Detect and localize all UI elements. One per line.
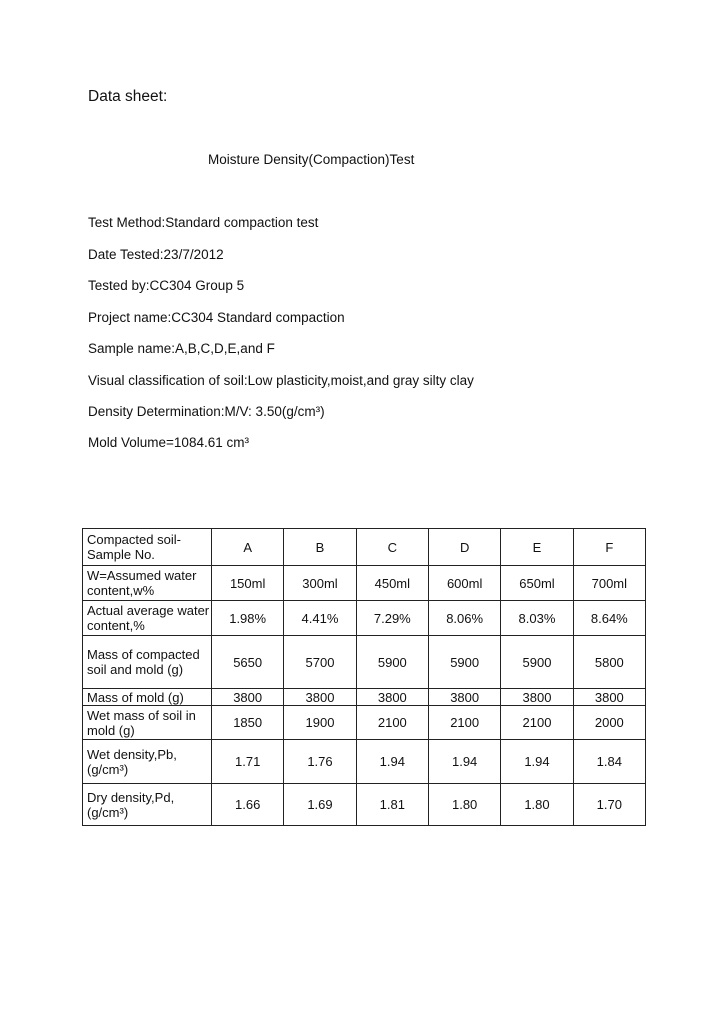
density-determination: Density Determination:M/V: 3.50(g/cm³) — [88, 404, 325, 419]
table-cell: 5900 — [501, 636, 573, 689]
table-cell: 1.69 — [284, 784, 356, 826]
test-method: Test Method:Standard compaction test — [88, 215, 319, 230]
row-label: Mass of compacted soil and mold (g) — [83, 636, 212, 689]
row-label: Wet density,Pb,(g/cm³) — [83, 740, 212, 784]
table-row-actual-water — [83, 601, 646, 636]
table-cell: 150ml — [212, 566, 284, 601]
table-cell: 1.66 — [212, 784, 284, 826]
table-row-mass-mold — [83, 689, 646, 706]
table-cell: 1.94 — [501, 740, 573, 784]
table-cell: 1.71 — [212, 740, 284, 784]
table-row-wet-density — [83, 740, 646, 784]
table-cell: 1.94 — [356, 740, 428, 784]
table-cell: D — [428, 529, 500, 566]
row-label: Wet mass of soil in mold (g) — [83, 706, 212, 740]
table-cell: 700ml — [573, 566, 645, 601]
table-row-sample-no — [83, 529, 646, 566]
table-cell: 2100 — [501, 706, 573, 740]
table-cell: A — [212, 529, 284, 566]
table-cell: 1.80 — [501, 784, 573, 826]
compaction-data-table — [82, 528, 646, 826]
table-cell: 1850 — [212, 706, 284, 740]
table-cell: 5700 — [284, 636, 356, 689]
page-title: Data sheet: — [88, 88, 168, 105]
row-label: Dry density,Pd,(g/cm³) — [83, 784, 212, 826]
table-row-mass-soil-mold — [83, 636, 646, 689]
table-cell: C — [356, 529, 428, 566]
mold-volume: Mold Volume=1084.61 cm³ — [88, 435, 249, 450]
table-cell: 300ml — [284, 566, 356, 601]
table-cell: 5650 — [212, 636, 284, 689]
table-cell: 3800 — [428, 689, 500, 706]
table-row-dry-density — [83, 784, 646, 826]
table-cell: 1.94 — [428, 740, 500, 784]
table-cell: 7.29% — [356, 601, 428, 636]
table-cell: B — [284, 529, 356, 566]
table-cell: F — [573, 529, 645, 566]
table-cell: 8.06% — [428, 601, 500, 636]
table-cell: 1.76 — [284, 740, 356, 784]
table-cell: 1.98% — [212, 601, 284, 636]
table-cell: 5900 — [428, 636, 500, 689]
table-cell: 3800 — [284, 689, 356, 706]
table-cell: 1.70 — [573, 784, 645, 826]
table-row-assumed-water — [83, 566, 646, 601]
test-title: Moisture Density(Compaction)Test — [208, 152, 415, 167]
table-cell: 3800 — [356, 689, 428, 706]
table-cell: 1.84 — [573, 740, 645, 784]
table-cell: 3800 — [212, 689, 284, 706]
row-label: Actual average water content,% — [83, 601, 212, 636]
table-cell: E — [501, 529, 573, 566]
table-cell: 3800 — [573, 689, 645, 706]
table-cell: 2100 — [428, 706, 500, 740]
soil-classification: Visual classification of soil:Low plasticity,moist,and gray silty clay — [88, 373, 474, 388]
table-cell: 8.03% — [501, 601, 573, 636]
table-row-wet-mass — [83, 706, 646, 740]
table-cell: 2000 — [573, 706, 645, 740]
tested-by: Tested by:CC304 Group 5 — [88, 278, 245, 293]
table-cell: 650ml — [501, 566, 573, 601]
table-cell: 2100 — [356, 706, 428, 740]
sample-name: Sample name:A,B,C,D,E,and F — [88, 341, 275, 356]
date-tested: Date Tested:23/7/2012 — [88, 247, 224, 262]
row-label: Mass of mold (g) — [83, 689, 212, 706]
table-cell: 600ml — [428, 566, 500, 601]
table-cell: 4.41% — [284, 601, 356, 636]
row-label: W=Assumed water content,w% — [83, 566, 212, 601]
table-cell: 5800 — [573, 636, 645, 689]
table-cell: 1900 — [284, 706, 356, 740]
table-cell: 1.80 — [428, 784, 500, 826]
table-cell: 1.81 — [356, 784, 428, 826]
row-label: Compacted soil-Sample No. — [83, 529, 212, 566]
table-cell: 5900 — [356, 636, 428, 689]
table-cell: 8.64% — [573, 601, 645, 636]
project-name: Project name:CC304 Standard compaction — [88, 310, 345, 325]
table-cell: 3800 — [501, 689, 573, 706]
table-cell: 450ml — [356, 566, 428, 601]
